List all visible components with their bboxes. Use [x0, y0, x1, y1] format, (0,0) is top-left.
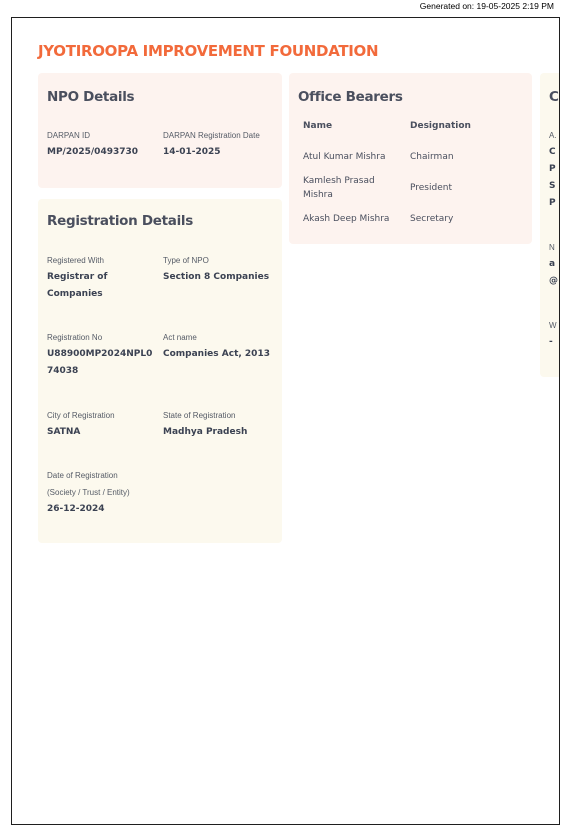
registration-date-label-2: (Society / Trust / Entity): [47, 488, 130, 497]
contact-line: S: [549, 181, 556, 191]
state-field: [163, 407, 279, 441]
darpan-id-field: [47, 127, 157, 161]
contact-field-2: [549, 239, 558, 290]
column-header-designation: Designation: [410, 121, 471, 131]
act-name-value: Companies Act, 2013: [163, 349, 270, 359]
contact-line: P: [549, 198, 556, 208]
office-bearers-card: [289, 73, 532, 244]
registered-with-value: Registrar of Companies: [47, 272, 108, 299]
darpan-reg-date-label: DARPAN Registration Date: [163, 131, 260, 140]
npo-details-title: NPO Details: [47, 89, 135, 105]
organization-title: JYOTIROOPA IMPROVEMENT FOUNDATION: [38, 42, 379, 60]
contact-card-title: C: [549, 89, 559, 105]
contact-value-3: -: [549, 337, 553, 347]
bearer-designation: Chairman: [410, 151, 454, 162]
column-header-name: Name: [303, 121, 333, 131]
state-value: Madhya Pradesh: [163, 427, 248, 437]
contact-label-1: A.: [549, 131, 557, 140]
npo-type-value: Section 8 Companies: [163, 272, 270, 282]
bearer-name: Kamlesh Prasad Mishra: [303, 175, 375, 200]
registration-date-field: [47, 467, 197, 518]
city-field: [47, 407, 157, 441]
table-row: [297, 141, 509, 172]
darpan-id-value: MP/2025/0493730: [47, 147, 139, 157]
bearer-name: Akash Deep Mishra: [303, 213, 390, 224]
city-value: SATNA: [47, 427, 81, 437]
contact-line: P: [549, 164, 556, 174]
bearer-designation: President: [410, 182, 452, 193]
act-name-field: [163, 329, 279, 363]
contact-details-card: [540, 73, 560, 377]
darpan-reg-date-value: 14-01-2025: [163, 147, 221, 157]
npo-details-card: [38, 73, 282, 188]
contact-value-2a: a: [549, 259, 556, 269]
state-label: State of Registration: [163, 411, 236, 420]
contact-value-2b: @: [549, 276, 558, 286]
registration-no-label: Registration No: [47, 333, 103, 342]
table-row: [297, 203, 509, 234]
contact-field-1: [549, 127, 557, 212]
npo-type-field: [163, 252, 279, 286]
registration-date-label-1: Date of Registration: [47, 471, 118, 480]
registered-with-label: Registered With: [47, 256, 104, 265]
darpan-reg-date-field: [163, 127, 278, 161]
npo-type-label: Type of NPO: [163, 256, 209, 265]
city-label: City of Registration: [47, 411, 115, 420]
office-bearers-title: Office Bearers: [298, 89, 403, 105]
registration-no-field: [47, 329, 157, 380]
contact-label-2: N: [549, 243, 555, 252]
contact-label-3: W: [549, 321, 557, 330]
darpan-id-label: DARPAN ID: [47, 131, 90, 140]
office-bearers-table: [297, 121, 509, 234]
registration-date-value: 26-12-2024: [47, 504, 105, 514]
registered-with-field: [47, 252, 157, 303]
registration-no-value: U88900MP2024NPL074038: [47, 349, 153, 376]
contact-field-3: [549, 317, 557, 351]
generated-timestamp: Generated on: 19-05-2025 2:19 PM: [419, 1, 554, 11]
registration-details-title: Registration Details: [47, 213, 193, 229]
page-frame: [11, 17, 560, 825]
registration-details-card: [38, 199, 282, 543]
act-name-label: Act name: [163, 333, 197, 342]
bearer-name: Atul Kumar Mishra: [303, 151, 386, 162]
bearer-designation: Secretary: [410, 213, 454, 224]
table-row: [297, 172, 509, 203]
contact-line: C: [549, 147, 556, 157]
